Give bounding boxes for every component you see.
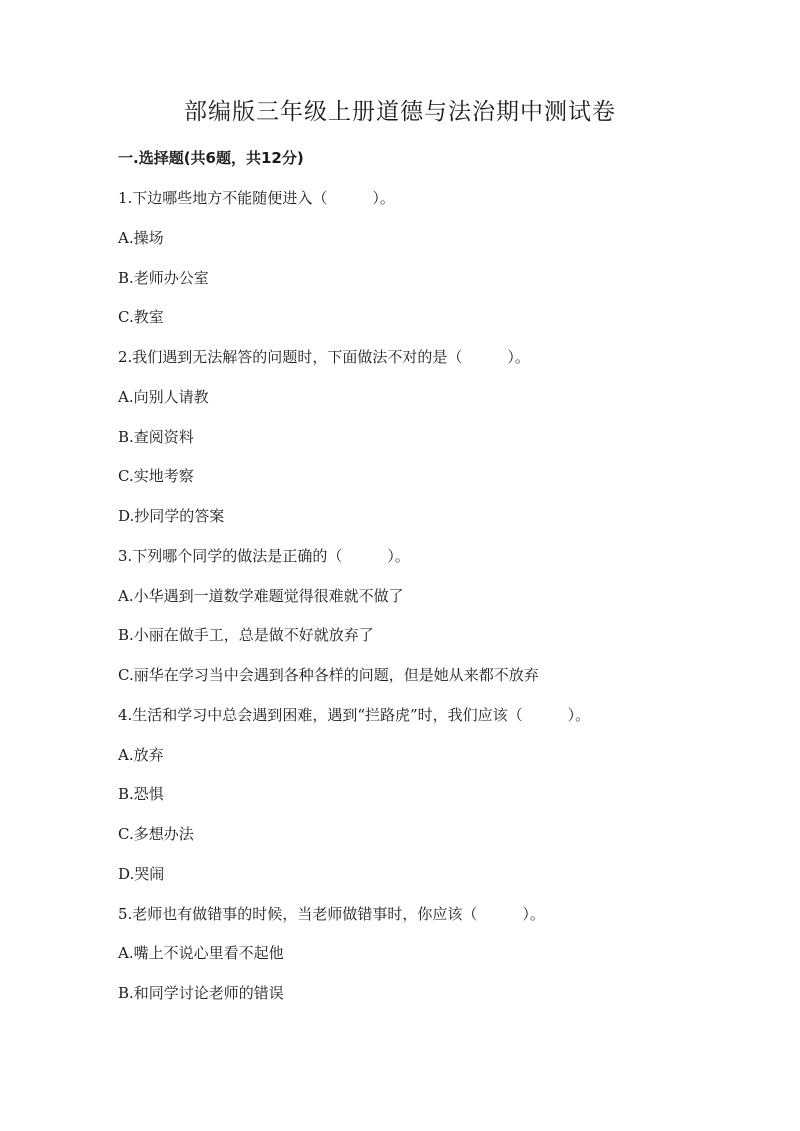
answer-option: A.放弃 (118, 745, 164, 764)
answer-option: A.向别人请教 (118, 387, 209, 406)
question-text: 4.生活和学习中总会遇到困难，遇到“拦路虎”时，我们应该（ ）。 (118, 705, 591, 724)
page-title: 部编版三年级上册道德与法治期中测试卷 (184, 99, 616, 125)
answer-option: C.多想办法 (118, 825, 194, 843)
question-text: 1.下边哪些地方不能随便进入（ ）。 (118, 189, 395, 207)
answer-option: D.哭闹 (118, 864, 165, 883)
answer-option: B.查阅资料 (118, 427, 194, 446)
answer-option: A.小华遇到一道数学难题觉得很难就不做了 (118, 586, 404, 605)
section-heading: 一.选择题(共6题，共12分) (118, 149, 304, 167)
question-list (118, 184, 758, 1019)
answer-option: B.和同学讨论老师的错误 (118, 984, 284, 1002)
answer-option: C.教室 (118, 308, 164, 327)
answer-option: D.抄同学的答案 (118, 507, 225, 525)
question-text: 2.我们遇到无法解答的问题时，下面做法不对的是（ ）。 (118, 348, 530, 366)
answer-option: B.老师办公室 (118, 268, 209, 287)
answer-option: A.嘴上不说心里看不起他 (118, 944, 284, 963)
answer-option: B.恐惧 (118, 785, 164, 804)
answer-option: A.操场 (118, 228, 164, 247)
question-text: 5.老师也有做错事的时候，当老师做错事时，你应该（ ）。 (118, 904, 545, 923)
answer-option: C.实地考察 (118, 467, 194, 486)
question-text: 3.下列哪个同学的做法是正确的（ ）。 (118, 546, 410, 565)
answer-option: B.小丽在做手工，总是做不好就放弃了 (118, 626, 374, 645)
answer-option: C.丽华在学习当中会遇到各种各样的问题，但是她从来都不放弃 (118, 666, 539, 684)
